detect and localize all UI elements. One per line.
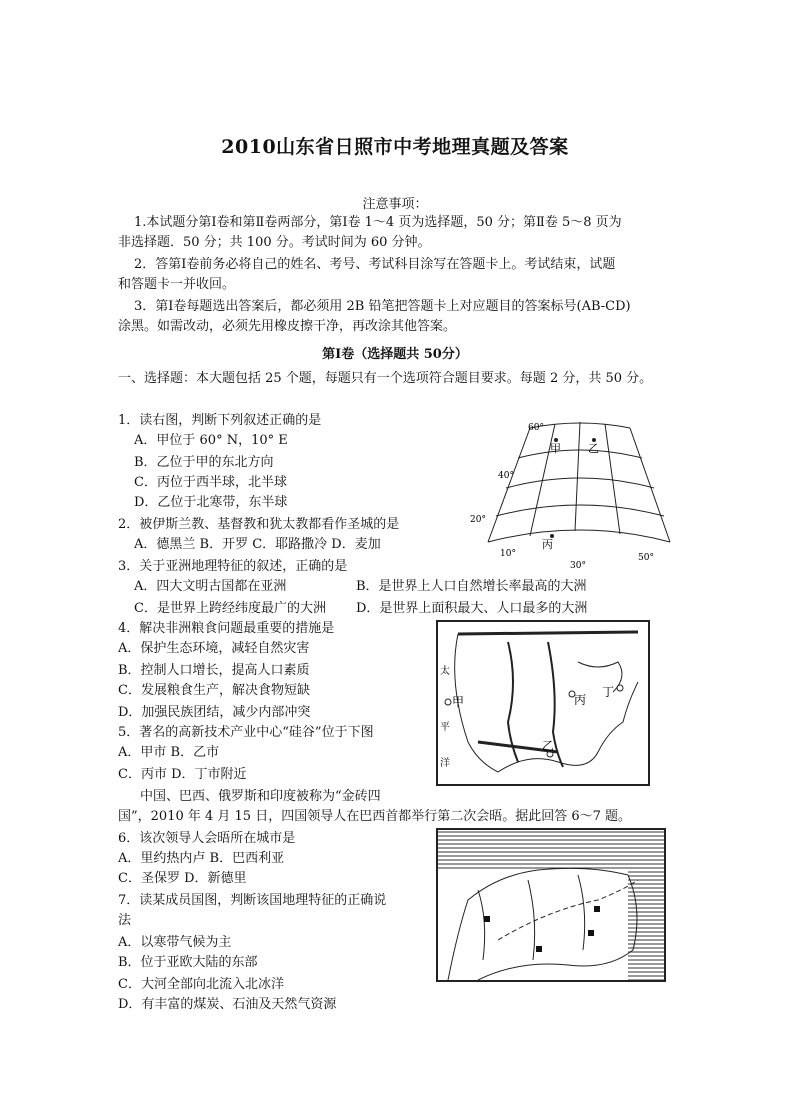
graticule-map <box>470 418 680 568</box>
q7-option-d: D．有丰富的煤炭、石油及天然气资源 <box>118 997 337 1012</box>
label-ping: 平 <box>440 722 450 733</box>
label-lat-20: 20° <box>470 515 486 525</box>
point-bing <box>550 534 554 538</box>
label-bing: 丙 <box>574 693 587 707</box>
q4-option-b: B．控制人口增长，提高人口素质 <box>118 663 310 678</box>
city-marker <box>594 906 600 912</box>
q5-stem: 5．著名的高新技术产业中心“硅谷”位于下图 <box>118 725 374 740</box>
q6-stem: 6．该次领导人会晤所在城市是 <box>118 831 296 846</box>
label-lon-30: 30° <box>570 561 586 568</box>
arctic-ocean <box>438 830 664 870</box>
q5-options-ab: A．甲市 B．乙市 <box>118 745 220 760</box>
q2-options: A．德黑兰 B．开罗 C．耶路撒冷 D．麦加 <box>134 537 381 552</box>
q4-option-a: A．保护生态环境，减轻自然灾害 <box>118 641 310 656</box>
label-yi: 乙 <box>588 442 599 455</box>
q2-stem: 2．被伊斯兰教、基督教和犹太教都看作圣城的是 <box>118 517 400 532</box>
notice-line-3: 2．答第Ⅰ卷前务必将自己的姓名、考号、考试科目涂写在答题卡上。考试结束，试题 <box>134 257 616 272</box>
section-intro: 一、选择题：本大题包括 25 个题，每题只有一个选项符合题目要求。每题 2 分，共 50 分。 <box>118 371 653 386</box>
label-jia: 甲 <box>550 442 561 455</box>
q7-stem: 7．读某成员国图，判断该国地理特征的正确说 <box>118 893 387 908</box>
q7-option-a: A．以寒带气候为主 <box>118 935 232 950</box>
label-lon-10: 10° <box>500 549 516 559</box>
q5-options-cd: C．丙市 D．丁市附近 <box>118 767 247 782</box>
point-yi <box>592 438 596 442</box>
q1-option-c: C．丙位于西半球，北半球 <box>134 475 287 490</box>
river <box>528 880 535 960</box>
q3-option-b: B．是世界上人口自然增长率最高的大洲 <box>356 579 587 594</box>
russia-map <box>436 828 666 982</box>
q1-option-b: B．乙位于甲的东北方向 <box>134 455 274 470</box>
lakes <box>578 662 622 692</box>
city-jia <box>445 699 451 705</box>
river <box>478 890 485 960</box>
city-ding <box>617 685 623 691</box>
notice-line-6: 涂黑。如需改动，必须先用橡皮擦干净，再改涂其他答案。 <box>118 319 457 334</box>
q1-stem: 1．读右图，判断下列叙述正确的是 <box>118 413 322 428</box>
page-title: 2010山东省日照市中考地理真题及答案 <box>221 136 569 158</box>
longitude-line <box>575 422 580 531</box>
country-outline <box>448 868 637 980</box>
label-yang: 洋 <box>440 758 450 769</box>
point-jia <box>554 438 558 442</box>
q4-stem: 4．解决非洲粮食问题最重要的措施是 <box>118 621 335 636</box>
city-marker <box>536 946 542 952</box>
notice-line-4: 和答题卡一并收回。 <box>118 277 236 292</box>
q4-option-d: D．加强民族团结，减少内部冲突 <box>118 705 311 720</box>
river <box>578 875 585 950</box>
railway <box>498 880 638 940</box>
label-lat-60: 60° <box>528 423 544 433</box>
q4-option-c: C．发展粮食生产，解决食物短缺 <box>118 683 310 698</box>
south-coast <box>498 682 638 772</box>
q3-option-a: A．四大文明古国都在亚洲 <box>134 579 287 594</box>
latitude-line <box>496 505 664 516</box>
longitude-line <box>488 428 530 542</box>
label-ding: 丁 <box>602 685 615 699</box>
label-bing: 丙 <box>542 538 553 551</box>
label-jia: 甲 <box>452 695 465 709</box>
q3-option-c: C．是世界上跨经纬度最广的大洲 <box>134 601 326 616</box>
latitude-line <box>506 478 654 488</box>
section-title: 第Ⅰ卷（选择题共 50分） <box>322 347 468 362</box>
city-marker <box>588 930 594 936</box>
notice-line-1: 1.本试题分第Ⅰ卷和第Ⅱ卷两部分，第Ⅰ卷 1～4 页为选择题，50 分；第Ⅱ卷 5～8 页为 <box>134 215 622 230</box>
passage-line-2: 国”，2010 年 4 月 15 日，四国领导人在巴西首都举行第二次会晤。据此回答 6～7 题。 <box>118 809 632 824</box>
notice-line-5: 3．第Ⅰ卷每题选出答案后，都必须用 2B 铅笔把答题卡上对应题目的答案标号(AB-CD) <box>134 299 631 314</box>
pacific-ocean <box>628 870 664 980</box>
usa-map <box>436 620 650 786</box>
q6-options-ab: A．里约热内卢 B．巴西利亚 <box>118 851 285 866</box>
notice-line-2: 非选择题．50 分；共 100 分。考试时间为 60 分钟。 <box>118 235 431 250</box>
q7-option-b: B．位于亚欧大陆的东部 <box>118 955 258 970</box>
q7-stem-continued: 法 <box>118 913 132 928</box>
latitude-line <box>488 530 670 542</box>
latitude-line <box>518 450 642 458</box>
passage-line-1: 中国、巴西、俄罗斯和印度被称为“金砖四 <box>140 789 381 804</box>
river <box>508 642 518 762</box>
q1-option-d: D．乙位于北寒带，东半球 <box>134 495 288 510</box>
q3-stem: 3．关于亚洲地理特征的叙述，正确的是 <box>118 559 348 574</box>
q6-options-cd: C．圣保罗 D．新德里 <box>118 871 247 886</box>
q3-option-d: D．是世界上面积最大、人口最多的大洲 <box>356 601 588 616</box>
notice-heading: 注意事项： <box>362 197 428 212</box>
q7-option-c: C．大河全部向北流入北冰洋 <box>118 977 284 992</box>
label-lon-50: 50° <box>638 553 654 563</box>
city-marker <box>484 916 490 922</box>
label-yi: 乙 <box>542 739 555 753</box>
border-line <box>458 632 638 634</box>
longitude-line <box>630 428 670 542</box>
q1-option-a: A．甲位于 60° N，10° E <box>134 433 288 448</box>
label-lat-40: 40° <box>498 471 514 481</box>
label-tai: 太 <box>440 666 450 677</box>
